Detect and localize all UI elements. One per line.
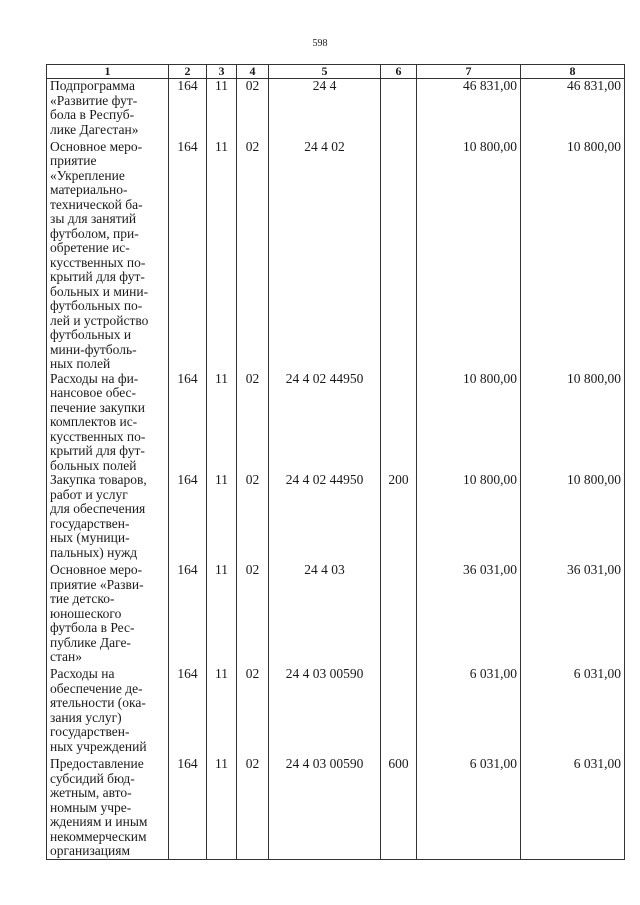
column-header: 8	[521, 65, 625, 79]
expense-type-cell: 200	[381, 473, 417, 563]
row-name-line: Основное меро-	[50, 562, 143, 577]
row-name-cell	[47, 667, 169, 757]
expense-type-cell	[381, 79, 417, 140]
table-row	[47, 140, 625, 372]
row-name-line: обретение ис-	[50, 240, 130, 255]
row-name-line: ждениям и иным	[50, 814, 148, 829]
expense-type-cell	[381, 140, 417, 372]
header-row	[47, 65, 625, 79]
expense-type-cell	[381, 563, 417, 667]
subsection-code-cell: 02	[237, 140, 269, 372]
amount-cell: 46 831,00	[417, 79, 521, 140]
target-article-cell: 24 4 03	[269, 563, 381, 667]
amount-cell: 10 800,00	[521, 372, 625, 474]
row-name-line: организациям	[50, 843, 131, 858]
subsection-code-cell: 02	[237, 757, 269, 859]
subsection-code-cell: 02	[237, 563, 269, 667]
expense-type-cell	[381, 667, 417, 757]
column-header: 1	[47, 65, 169, 79]
amount-cell: 6 031,00	[521, 667, 625, 757]
row-name-line: для обеспечения	[50, 501, 146, 516]
table-body	[47, 79, 625, 860]
row-name-line: мини-футболь-	[50, 341, 137, 357]
row-name-line: крытий для фут-	[50, 269, 145, 284]
grbs-code-cell: 164	[169, 667, 207, 757]
section-code-cell: 11	[207, 563, 237, 667]
row-name-line: Закупка товаров,	[50, 472, 147, 487]
amount-cell: 6 031,00	[417, 757, 521, 859]
table-row	[47, 473, 625, 563]
section-code-cell: 11	[207, 140, 237, 372]
section-code-cell: 11	[207, 473, 237, 563]
row-name-line: «Развитие фут-	[50, 92, 138, 108]
table-row	[47, 667, 625, 757]
target-article-cell: 24 4 03 00590	[269, 667, 381, 757]
row-name-line: государствен-	[50, 515, 130, 531]
row-name-line: приятие «Разви-	[50, 576, 144, 592]
row-name-line: Предоставление	[50, 756, 144, 771]
target-article-cell: 24 4 02 44950	[269, 473, 381, 563]
row-name-line: лей и устройство	[50, 312, 149, 328]
grbs-code-cell: 164	[169, 757, 207, 859]
row-name-line: жетным, авто-	[50, 785, 132, 800]
grbs-code-cell: 164	[169, 79, 207, 140]
column-header: 4	[237, 65, 269, 79]
row-name-cell	[47, 372, 169, 474]
row-name-line: больных полей	[50, 457, 137, 473]
row-name-line: пальных) нужд	[50, 544, 138, 560]
subsection-code-cell: 02	[237, 667, 269, 757]
column-header: 5	[269, 65, 381, 79]
row-name-line: футбольных по-	[50, 298, 143, 313]
row-name-line: материально-	[50, 182, 128, 197]
row-name-line: Расходы на	[50, 666, 115, 681]
amount-cell: 10 800,00	[417, 473, 521, 563]
section-code-cell: 11	[207, 372, 237, 474]
table-row	[47, 757, 625, 859]
amount-cell: 10 800,00	[521, 473, 625, 563]
row-name-cell	[47, 757, 169, 859]
grbs-code-cell: 164	[169, 140, 207, 372]
row-name-line: нансовое обес-	[50, 385, 137, 400]
row-name-line: субсидий бюд-	[50, 770, 135, 786]
subsection-code-cell: 02	[237, 473, 269, 563]
amount-cell: 36 031,00	[417, 563, 521, 667]
amount-cell: 46 831,00	[521, 79, 625, 140]
row-name-line: футбольных и	[50, 327, 132, 342]
row-name-line: зы для занятий	[50, 211, 137, 226]
row-name-line: «Укрепление	[50, 167, 125, 183]
amount-cell: 36 031,00	[521, 563, 625, 667]
row-name-cell	[47, 79, 169, 140]
expense-type-cell: 600	[381, 757, 417, 859]
grbs-code-cell: 164	[169, 372, 207, 474]
row-name-line: юношеского	[50, 605, 122, 621]
row-name-line: стан»	[50, 649, 83, 664]
subsection-code-cell: 02	[237, 79, 269, 140]
row-name-line: печение закупки	[50, 399, 145, 415]
row-name-line: комплектов ис-	[50, 414, 138, 429]
row-name-line: крытий для фут-	[50, 443, 145, 458]
amount-cell: 10 800,00	[521, 140, 625, 372]
column-header: 6	[381, 65, 417, 79]
row-name-line: ных (муници-	[50, 530, 130, 545]
target-article-cell: 24 4 03 00590	[269, 757, 381, 859]
row-name-cell	[47, 140, 169, 372]
grbs-code-cell: 164	[169, 563, 207, 667]
row-name-line: ных учреждений	[50, 738, 147, 754]
target-article-cell: 24 4	[269, 79, 381, 140]
column-header: 3	[207, 65, 237, 79]
subsection-code-cell: 02	[237, 372, 269, 474]
target-article-cell: 24 4 02 44950	[269, 372, 381, 474]
row-name-line: работ и услуг	[50, 486, 128, 502]
expense-type-cell	[381, 372, 417, 474]
section-code-cell: 11	[207, 757, 237, 859]
column-header: 2	[169, 65, 207, 79]
row-name-line: кусственных по-	[50, 428, 146, 444]
amount-cell: 6 031,00	[417, 667, 521, 757]
row-name-cell	[47, 563, 169, 667]
row-name-line: тие детско-	[50, 591, 115, 606]
row-name-line: технической ба-	[50, 196, 143, 212]
table-row	[47, 563, 625, 667]
row-name-line: Подпрограмма	[50, 78, 135, 93]
row-name-line: кусственных по-	[50, 254, 146, 270]
grbs-code-cell: 164	[169, 473, 207, 563]
budget-table	[46, 64, 625, 860]
row-name-cell	[47, 473, 169, 563]
row-name-line: Основное меро-	[50, 138, 143, 154]
target-article-cell: 24 4 02	[269, 140, 381, 372]
row-name-line: ятельности (ока-	[50, 695, 146, 710]
table-row	[47, 79, 625, 140]
row-name-line: больных и мини-	[50, 283, 149, 299]
row-name-line: публике Даге-	[50, 634, 131, 650]
row-name-line: некоммерческим	[50, 828, 147, 844]
row-name-line: Расходы на фи-	[50, 370, 139, 386]
section-code-cell: 11	[207, 79, 237, 140]
row-name-line: бола в Респуб-	[50, 107, 135, 122]
row-name-line: обеспечение де-	[50, 680, 143, 696]
section-code-cell: 11	[207, 667, 237, 757]
row-name-line: ных полей	[50, 356, 111, 371]
row-name-line: приятие	[50, 153, 97, 168]
column-header: 7	[417, 65, 521, 79]
row-name-line: номным учре-	[50, 799, 132, 815]
amount-cell: 10 800,00	[417, 140, 521, 372]
row-name-line: государствен-	[50, 724, 130, 739]
row-name-line: футбола в Рес-	[50, 620, 135, 635]
row-name-line: зания услуг)	[50, 709, 122, 725]
amount-cell: 6 031,00	[521, 757, 625, 859]
table-row	[47, 372, 625, 474]
page-number: 598	[312, 38, 328, 49]
row-name-line: футболом, при-	[50, 225, 139, 241]
amount-cell: 10 800,00	[417, 372, 521, 474]
row-name-line: лике Дагестан»	[50, 121, 139, 137]
